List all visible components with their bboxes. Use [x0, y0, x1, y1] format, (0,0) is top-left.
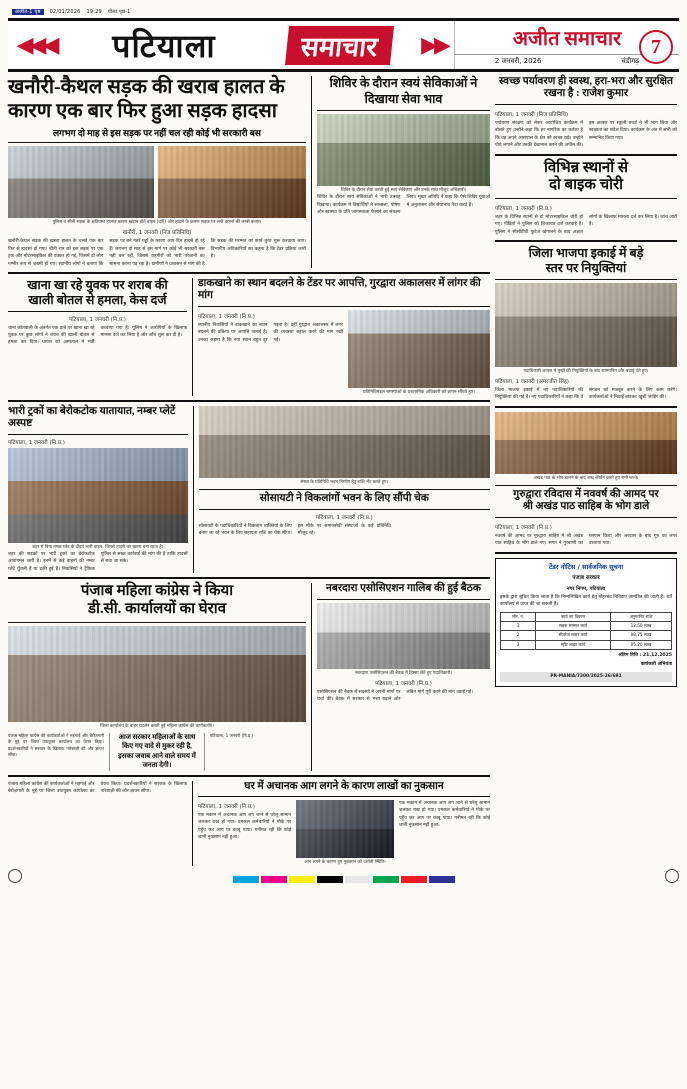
lead-headline-line2: कारण एक बार फिर हुआ सड़क हादसा	[8, 99, 277, 122]
ad-cell-r2c0: 3	[501, 640, 536, 649]
print-header-tag: अजीत-1 पृष्ठ	[12, 9, 44, 15]
story-liquor-headline-2: खाली बोतल से हमला, केस दर्ज	[28, 292, 167, 307]
story-mahila-extra: पंजाब महिला कांग्रेस की कार्यकर्ताओं ने महंगाई और बेरोज़गारी के मुद्दे पर जिला उपायुक्त कार्यालय का घेराव किया। प्रदर्शनकारियों ने सरकार के खिलाफ़ नारेबाज़ी की और ज्ञापन सौंपा।	[8, 781, 187, 794]
story-bike-body: शहर के विभिन्न स्थानों से दो मोटरसाइकिल चोरी हो गए। पीड़ितों ने पुलिस को शिकायत दर्ज करवाई है। पुलिस ने सीसीटीवी फुटेज खंगालने के बाद अज्ञात लोगों के खिलाफ़ मामला दर्ज कर लिया है। जांच जारी है।	[495, 214, 677, 235]
story-tender-body: स्थानीय निवासियों ने डाकखाने का स्थान बदलने की प्रक्रिया पर आपत्ति जताई है। उनका कहना है कि नया स्थान बहुत दूर पड़ता है। वहीं गुरद्वारा अकालसर में लंगर की व्यवस्था बहाल करने की मांग रखी गई।	[198, 322, 343, 343]
print-header-bar	[8, 6, 679, 18]
lead-caption: पुलिस व सीमी सड़क के क्षतिग्रस्त हालात कारण खड़ाब होते वाहन (दाएँ) और हादसे के कारण सड़क पर लगी वाहनों की लम्बी कतार।	[52, 220, 262, 226]
registration-circle-right	[665, 869, 679, 883]
story-fire-caption: आग लगने के कारण हुए नुकसान को दर्शाती स्थिति।	[304, 859, 386, 865]
ad-cell-r1c2: 08.75 लाख	[610, 631, 671, 640]
page-number-badge: 7	[639, 30, 673, 64]
story-fire-byline: पटियाला, 1 जनवरी (नि.प्र.)	[198, 803, 255, 810]
lead-headline-line1: खनौरी-कैथल सड़क की खराब हालत के	[8, 76, 285, 98]
story-fire-photo	[296, 800, 394, 858]
story-bjp-headline-1: जिला भाजपा इकाई में बड़े	[528, 246, 644, 261]
story-mahila-headline-1: पंजाब महिला कांग्रेस ने किया	[80, 583, 234, 600]
story-tender-byline: पटियाला, 1 जनवरी (नि.प्र.)	[198, 313, 255, 320]
ad-cell-r0c0: 1	[501, 622, 536, 631]
tender-ad	[495, 558, 677, 688]
ad-table-header-1: कार्य का विवरण	[536, 612, 611, 621]
story-trucks-headline: भारी ट्रकों का बेरोकटोक यातायात, नम्बर प्लेटें अस्पष्ट	[8, 406, 176, 430]
topcenter-headline: शिविर के दौरान स्वयं सेविकाओं ने दिखाया सेवा भाव	[329, 76, 478, 106]
ad-table	[500, 612, 672, 650]
story-society-photo	[199, 406, 490, 478]
table-row	[501, 631, 672, 640]
story-liquor-headline-1: खाना खा रहे युवक पर शराब की	[27, 278, 168, 293]
lead-photo-left	[8, 146, 154, 218]
masthead-brand: अजीत समाचार	[512, 28, 622, 50]
ad-cell-r0c1: सड़क मरम्मत कार्य	[536, 622, 611, 631]
ad-department: नगर निगम, पटियाला	[566, 585, 606, 592]
topcenter-photo	[317, 114, 490, 186]
story-mahila-caption: जिला कार्यालय के बाहर प्रदर्शन करती हुई महिला कांग्रेस की कार्यकर्ताएं।	[100, 723, 214, 729]
ad-signature: कार्यकारी अभियंता	[640, 661, 672, 667]
story-trucks-photo	[8, 448, 188, 543]
masthead-right-arrows: ▶▶	[421, 32, 447, 58]
story-association-byline: पटियाला, 1 जनवरी (नि.प्र.)	[375, 680, 432, 687]
story-gurdwara-body: नववर्ष की आमद पर गुरुद्वारा साहिब में श्री अखंड पाठ साहिब के भोग डाले गए। संगत ने गुरबाणी का रसपान किया और अरदास के बाद गुरु का लंगर वरताया गया।	[495, 533, 677, 547]
table-row	[501, 622, 672, 631]
masthead-badge-text: समाचार	[285, 26, 394, 65]
story-society-caption: संस्था के प्रतिनिधि भवन निर्माण हेतु राशि भेंट करते हुए।	[300, 480, 389, 485]
topcenter-caption: शिविर के दौरान सेवा करती हुई स्वयं सेविकाएं और उनके साथ मौजूद अधिकारी।	[340, 188, 467, 194]
topright-byline: पटियाला, 1 जनवरी (निज प्रतिनिधि)	[495, 111, 569, 118]
masthead-badge	[264, 21, 414, 69]
story-tender-caption: प्रतिनिधिमंडल समस्याओं के प्रशासनिक अधिकारी को ज्ञापन सौंपते हुए।	[363, 389, 475, 395]
lead-subhead: लगभग दो माह से इस सड़क पर नहीं चल रही कोई भी सरकारी बस	[53, 128, 261, 139]
story-bike-headline-2: दो बाइक चोरी	[548, 177, 624, 194]
topcenter-body: शिविर के दौरान स्वयं सेविकाओं ने भारी उत्साह दिखाया। कार्यक्रम में विद्यार्थियों ने स्वच्छता, पोषण और स्वास्थ्य के प्रति जागरूकता फैलाने का संकल्प लिया। मुख्य अतिथि ने कहा कि ऐसे शिविर युवाओं में अनुशासन और सेवाभाव पैदा करते हैं।	[317, 195, 490, 216]
ad-table-header-0: लीर. नं.	[501, 612, 536, 621]
story-bike-headline-1: विभिन्न स्थानों से	[543, 159, 629, 176]
story-trucks-byline: पटियाला, 1 जनवरी (नि.प्र.)	[8, 439, 65, 446]
story-mahila-headline-2: डी.सी. कार्यालयों का घेराव	[87, 600, 227, 617]
masthead	[8, 18, 679, 72]
story-gurdwara-headline-1: गुरुद्वारा रविदास में नववर्ष की आमद पर	[513, 488, 659, 500]
story-mahila-quote: आज सरकार महिलाओं के साथ किए गए वादे से मुकर रही है, इसका जवाब आने वाले समय में जनता देगी।	[118, 732, 196, 770]
story-gurdwara-caption: अखंड पाठ के भोग डालने के बाद शब्द कीर्तन करते हुए रागी जत्थे।	[533, 475, 639, 481]
print-header-date: 02/01/2026	[49, 9, 81, 15]
topright-body: पर्यावरण संरक्षण को लेकर आयोजित कार्यक्रम में बोलते हुए उन्होंने कहा कि हर नागरिक का कर्तव्य है कि वह अपने आसपास के क्षेत्र को स्वच्छ रखे। उन्होंने पौधे लगाने और उनकी देखभाल करने की अपील की। इस अवसर पर स्कूली बच्चों ने भी भाग लिया और स्वच्छता का संदेश दिया। कार्यक्रम के अंत में सभी को सम्मानित किया गया।	[495, 120, 677, 149]
lead-body: खनौरी-कैथल सड़क की खस्ता हालत के चलते एक बार फिर से हादसा हो गया। बीती रात को इस सड़क पर एक ट्रक और मोटरसाइकिल की टक्कर हो गई, जिसमें दो लोग गम्भीर रूप से जख्मी हो गए। स्थानीय लोगों ने बताया कि सड़क पर बने गहरे गढ्ढों के कारण आए दिन हादसे हो रहे हैं। लगभग दो माह से इस मार्ग पर कोई भी सरकारी बस नहीं चल रही, जिससे राहगीरों को भारी परेशानी का सामना करना पड़ रहा है। ग्रामीणों ने प्रशासन से मांग की है कि सड़क की मरम्मत का कार्य तुरंत शुरू करवाया जाए। विभागीय अधिकारियों का कहना है कि टेंडर प्रक्रिया जारी है।	[8, 239, 306, 267]
story-tender-photo	[348, 310, 490, 388]
masthead-edition: चंडीगढ़	[621, 57, 640, 65]
topright-headline: स्वच्छ पर्यावरण ही स्वस्थ, हरा-भरा और सुरक्षित रखना है : राजेश कुमार	[499, 76, 673, 100]
ad-title: टेंडर नोटिस / सार्वजनिक सूचना	[548, 562, 624, 571]
ad-date-line: अंतिम तिथि : 21.12.2025	[618, 652, 672, 658]
story-gurdwara-photo	[495, 412, 677, 474]
story-fire-headline: घर में अचानक आग लगने के कारण लाखों का नुकसान	[244, 780, 444, 792]
ad-footer-code: PR-MANIA/7300/2025-26/691	[500, 672, 672, 683]
story-fire-body: एक मकान में अचानक आग लग जाने से घरेलू सामान जलकर राख हो गया। दमकल कर्मचारियों ने मौके पर पहुँच कर आग पर काबू पाया। गनीमत रही कि कोई जानी नुकसान नहीं हुआ।	[198, 812, 292, 841]
story-liquor-body: थाना कोतवाली के अंतर्गत एक ढाबे पर खाना खा रहे युवक पर कुछ लोगों ने शराब की खाली बोतल से हमला कर दिया। घायल को अस्पताल में भर्ती करवाया गया है। पुलिस ने आरोपियों के खिलाफ़ मामला दर्ज कर लिया है और जाँच शुरू कर दी है।	[8, 325, 187, 346]
story-bjp-headline-2: स्तर पर नियुक्तियां	[545, 260, 627, 275]
ad-subtitle: पंजाब सरकार	[572, 575, 600, 582]
ad-body: इसके द्वारा सूचित किया जाता है कि निम्नलिखित कार्य हेतु मोहरबंद निविदाएं आमंत्रित की जाती हैं। शर्तें कार्यालय से प्राप्त की जा सकती हैं।	[500, 595, 672, 607]
story-bike-byline: पटियाला, 1 जनवरी (नि.प्र.)	[495, 205, 552, 212]
print-header-extra: पीला पृष्ठ-1	[107, 9, 131, 15]
story-association-headline: नबरदारा एसोसिएशन गालिब की हुई बैठक	[326, 583, 481, 595]
story-mahila-body: पंजाब महिला कांग्रेस की कार्यकर्ताओं ने महंगाई और बेरोज़गारी के मुद्दे पर जिला उपायुक्त कार्यालय का घेराव किया। प्रदर्शनकारियों ने सरकार के खिलाफ़ नारेबाज़ी की और ज्ञापन सौंपा।	[8, 732, 104, 758]
story-society-headline: सोसायटी ने विकलांगों भवन के लिए सौंपी चेक	[259, 493, 429, 505]
print-header-time: 19:29	[86, 9, 102, 15]
masthead-left-arrows: ◀◀◀	[16, 32, 56, 58]
ad-cell-r2c1: स्ट्रीट लाइट कार्य	[536, 640, 611, 649]
ad-cell-r0c2: 12.50 लाख	[610, 622, 671, 631]
lead-photo-right	[158, 146, 306, 218]
story-association-photo	[317, 603, 490, 669]
story-mahila-photo	[8, 626, 306, 722]
table-row	[501, 640, 672, 649]
story-bjp-photo	[495, 283, 677, 367]
lead-byline: खनौरी, 1 जनवरी (निज प्रतिनिधि)	[122, 230, 192, 237]
color-swatches	[233, 876, 455, 883]
ad-cell-r2c2: 05.20 लाख	[610, 640, 671, 649]
story-bjp-byline: पटियाला, 1 जनवरी (अमरजीत सिंह)	[495, 378, 569, 385]
story-tender-headline: डाकखाने का स्थान बदलने के टेंडर पर आपत्ति, गुरद्वारा अकालसर में लांगर की मांग	[198, 278, 481, 302]
story-gurdwara-byline: पटियाला, 1 जनवरी (नि.प्र.)	[495, 524, 552, 531]
story-liquor-byline: पटियाला, 1 जनवरी (नि.प्र.)	[69, 316, 126, 323]
story-association-body: एसोसिएशन की बैठक में सदस्यों ने अपनी मांगों पर चर्चा की। बैठक में सरकार से भत्ता बढ़ाने और लंबित मांगें पूरी करने की मांग उठाई गई।	[317, 689, 473, 703]
ad-cell-r1c0: 2	[501, 631, 536, 640]
story-mahila-byline: पटियाला, 1 जनवरी (नि.प्र.)	[210, 732, 254, 738]
story-bjp-caption: पदाधिकारी आपस में मुखी की नियुक्तियों के बाद साम्मानित और बधाई देते हुए।	[523, 368, 649, 374]
story-society-byline: पटियाला, 1 जनवरी (नि.प्र.)	[315, 514, 373, 521]
story-fire-body-2: एक मकान में अचानक आग लग जाने से घरेलू सामान जलकर राख हो गया। दमकल कर्मचारियों ने मौके पर पहुँच कर आग पर काबू पाया। गनीमत रही कि कोई जानी नुकसान नहीं हुआ।	[398, 800, 490, 829]
story-trucks-body: शहर की सड़कों पर भारी ट्रकों का बेरोकटोक आवागमन जारी है। इनमें से कई वाहनों की नम्बर प्लेटें धुँधली हैं या ढकी हुई हैं। निवासियों ने ट्रैफ़िक पुलिस से सख्त कार्रवाई की मांग की है ताकि हादसों से बचा जा सके।	[8, 551, 188, 572]
story-society-body: सोसायटी के पदाधिकारियों ने विकलांग व्यक्तियों के लिए बनाए जा रहे भवन के लिए सहायता राशि का चेक सौंपा। इस मौके पर समाजसेवी संस्थाओं के कई प्रतिनिधि मौजूद रहे।	[198, 523, 391, 536]
ad-table-header-2: अनुमानित राशि	[610, 612, 671, 621]
story-association-caption: नबरदारा एसोसिएशन की बैठक में हिस्सा लेते हुए पदाधिकारी।	[355, 670, 452, 676]
registration-bar	[8, 869, 679, 883]
story-bjp-body: जिला भाजपा इकाई में नए पदाधिकारियों की नियुक्तियां की गई हैं। नए पदाधिकारियों ने कहा कि वे संगठन को मजबूत करने के लिए काम करेंगे। कार्यकर्ताओं ने मिठाई बांटकर खुशी जाहिर की।	[495, 387, 677, 401]
story-gurdwara-headline-2: श्री अखंड पाठ साहिब के भोग डाले	[522, 501, 650, 513]
registration-circle-left	[8, 869, 22, 883]
masthead-date: 2 जनवरी, 2026	[494, 57, 542, 65]
story-trucks-caption: शहर में बिना नम्बर प्लेट के दौड़ते भारी वाहन, जिनसे हादसे का खतरा बना रहता है।	[32, 544, 164, 550]
ad-cell-r1c1: सीवरेज लाइन कार्य	[536, 631, 611, 640]
masthead-title: पटियाला	[112, 27, 216, 64]
